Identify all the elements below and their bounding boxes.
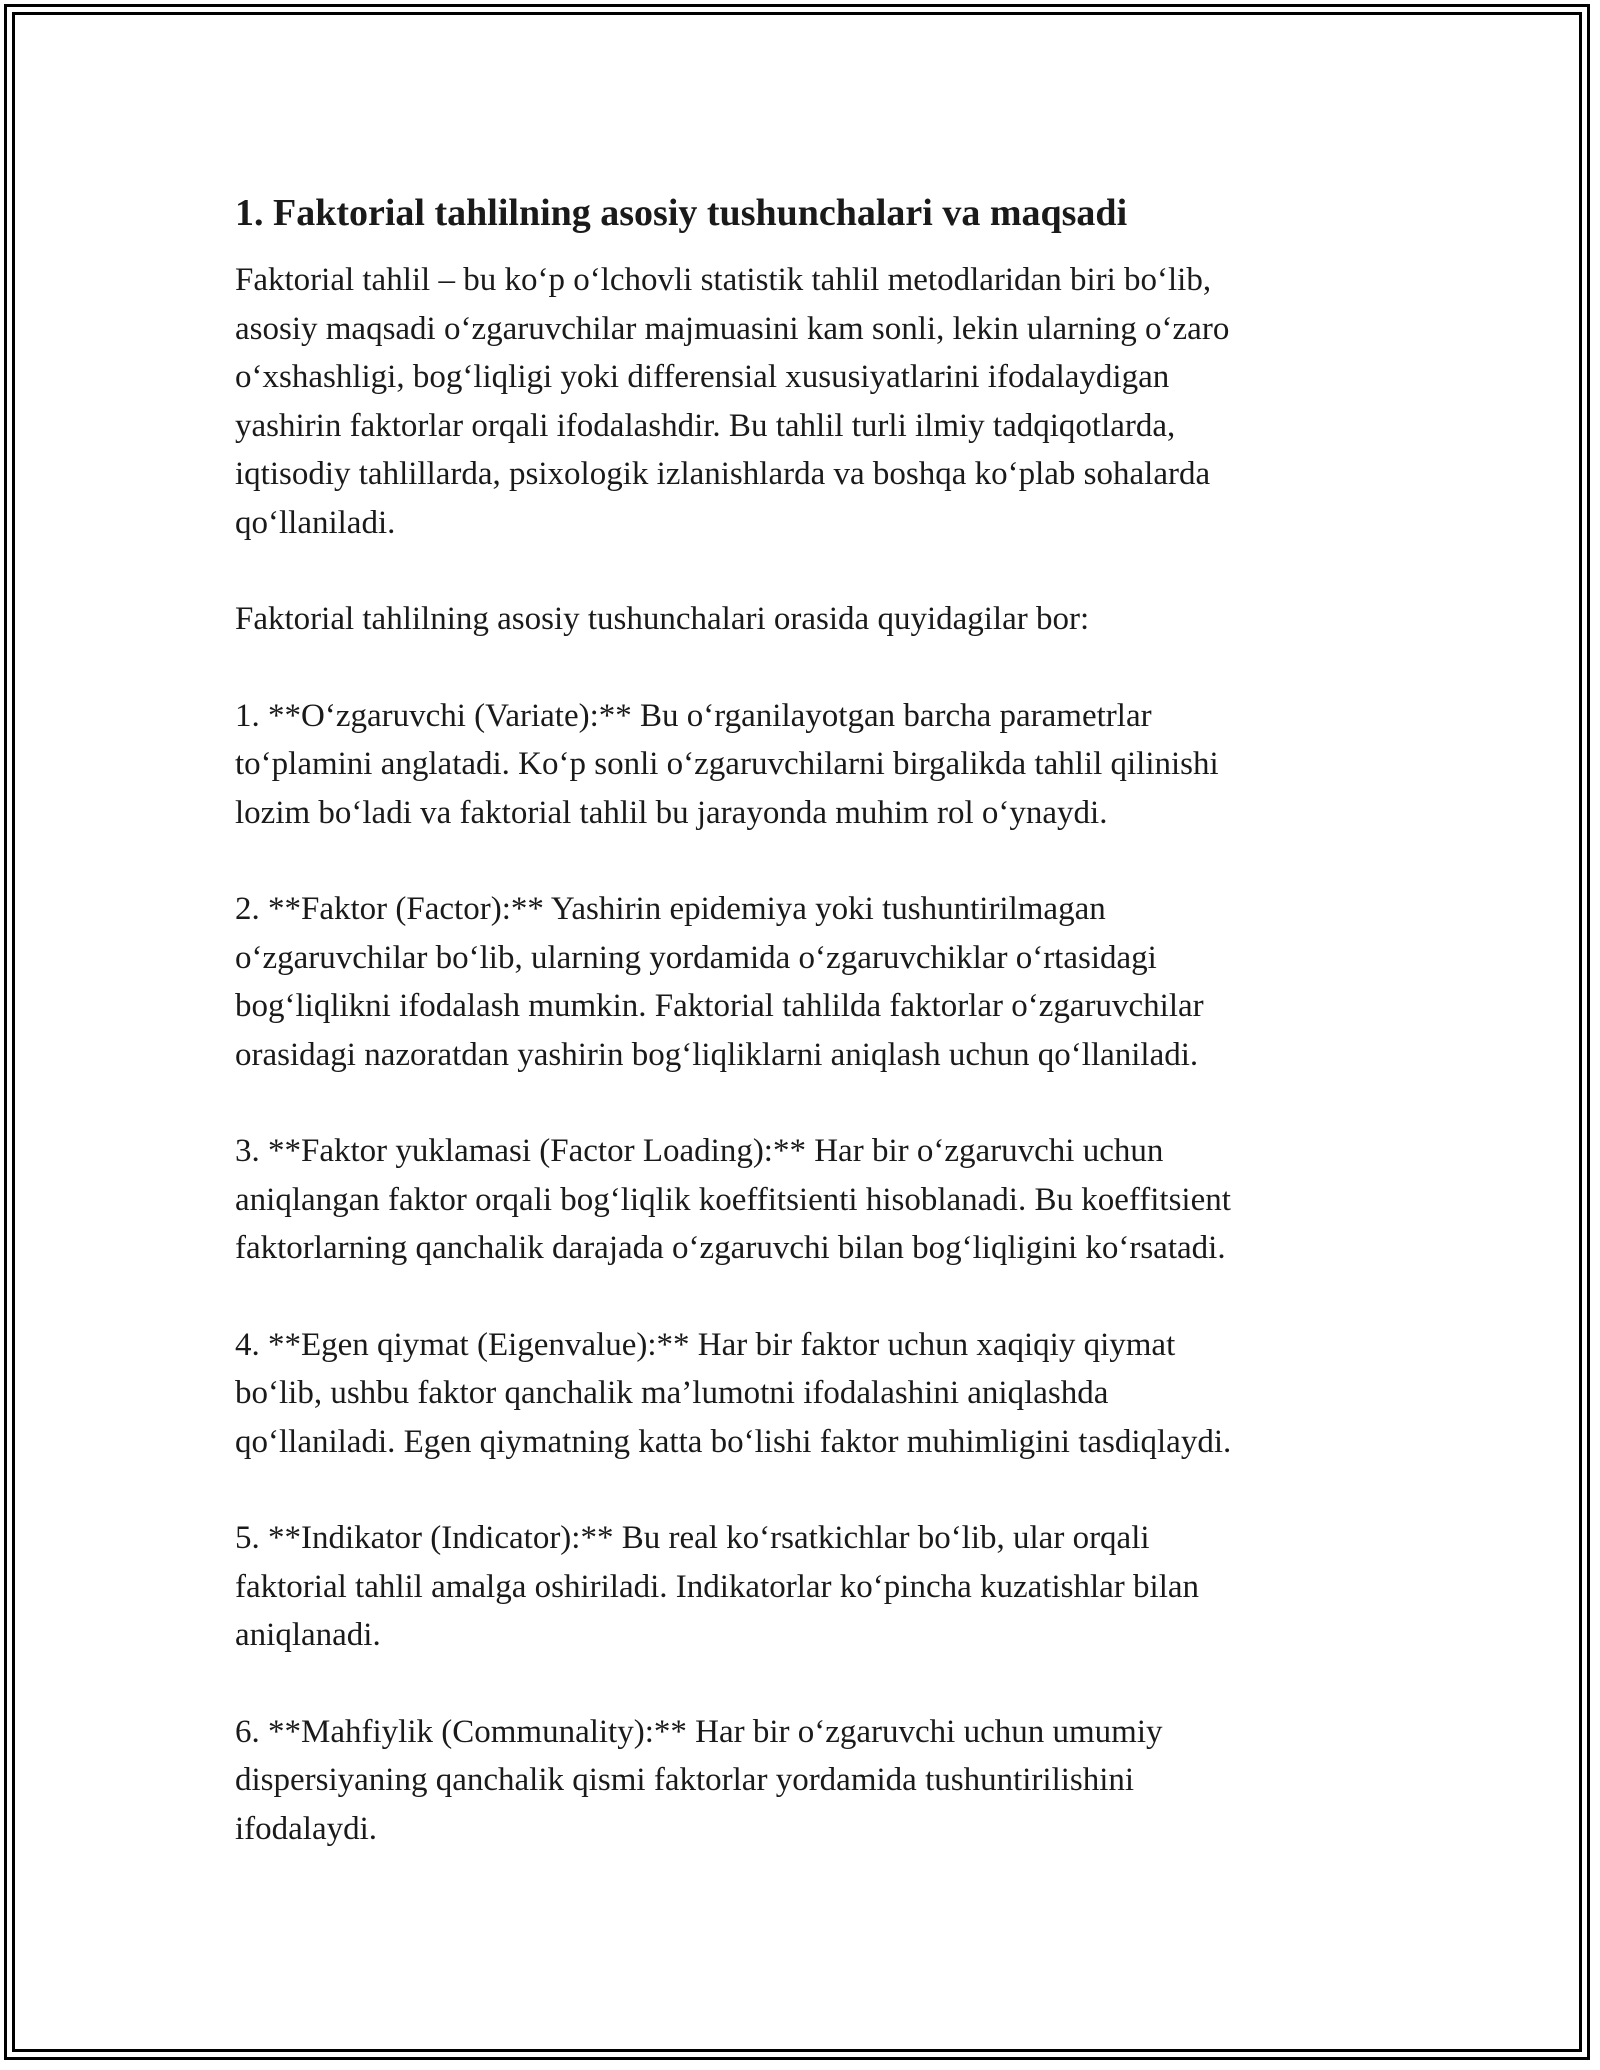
intro-line: iqtisodiy tahlillarda, psixologik izlanishlarda va boshqa ko‘plab sohalarda <box>235 456 1211 492</box>
list-item-variate <box>235 692 1355 838</box>
list-item-line: 4. **Egen qiymat (Eigenvalue):** Har bir faktor uchun xaqiqiy qiymat <box>235 1326 1176 1363</box>
lead-paragraph: Faktorial tahlilning asosiy tushunchalari orasida quyidagilar bor: <box>235 601 1090 637</box>
list-item-line: 2. **Faktor (Factor):** Yashirin epidemiya yoki tushuntirilmagan <box>235 891 1106 927</box>
intro-line: Faktorial tahlil – bu ko‘p o‘lchovli statistik tahlil metodlaridan biri bo‘lib, <box>235 262 1212 298</box>
list-item-line: qo‘llaniladi. Egen qiymatning katta bo‘lishi faktor muhimligini tasdiqlaydi. <box>235 1423 1232 1460</box>
list-item-factor <box>235 885 1355 1079</box>
list-item-line: faktorial tahlil amalga oshiriladi. Indikatorlar ko‘pincha kuzatishlar bilan <box>235 1568 1200 1605</box>
intro-line: yashirin faktorlar orqali ifodalashdir. Bu tahlil turli ilmiy tadqiqotlarda, <box>235 407 1176 444</box>
intro-paragraph <box>235 256 1355 547</box>
list-item-line: aniqlanadi. <box>235 1617 381 1653</box>
list-item-factor-loading <box>235 1127 1355 1273</box>
list-item-communality <box>235 1708 1355 1854</box>
list-item-line: bog‘liqlikni ifodalash mumkin. Faktorial tahlilda faktorlar o‘zgaruvchilar <box>235 988 1204 1024</box>
document-body <box>235 186 1355 1853</box>
list-item-line: 3. **Faktor yuklamasi (Factor Loading):** Har bir o‘zgaruvchi uchun <box>235 1133 1164 1169</box>
list-item-line: orasidagi nazoratdan yashirin bog‘liqliklarni aniqlash uchun qo‘llaniladi. <box>235 1036 1199 1073</box>
list-item-line: 1. **O‘zgaruvchi (Variate):** Bu o‘rganilayotgan barcha parametrlar <box>235 697 1152 734</box>
list-item-line: 5. **Indikator (Indicator):** Bu real ko‘rsatkichlar bo‘lib, ular orqali <box>235 1520 1150 1556</box>
list-item-line: lozim bo‘ladi va faktorial tahlil bu jarayonda muhim rol o‘ynaydi. <box>235 794 1108 831</box>
section-title: 1. Faktorial tahlilning asosiy tushunchalari va maqsadi <box>235 192 1128 234</box>
list-item-line: to‘plamini anglatadi. Ko‘p sonli o‘zgaruvchilarni birgalikda tahlil qilinishi <box>235 746 1219 782</box>
list-item-line: ifodalaydi. <box>235 1810 378 1847</box>
intro-line: qo‘llaniladi. <box>235 504 396 541</box>
list-item-line: o‘zgaruvchilar bo‘lib, ularning yordamida o‘zgaruvchiklar o‘rtasidagi <box>235 939 1157 976</box>
list-item-line: bo‘lib, ushbu faktor qanchalik ma’lumotni ifodalashini aniqlashda <box>235 1375 1109 1411</box>
list-item-eigenvalue <box>235 1321 1355 1467</box>
intro-line: o‘xshashligi, bog‘liqligi yoki differensial xususiyatlarini ifodalaydigan <box>235 359 1170 395</box>
list-item-line: dispersiyaning qanchalik qismi faktorlar yordamida tushuntirilishini <box>235 1762 1135 1798</box>
list-item-line: faktorlarning qanchalik darajada o‘zgaruvchi bilan bog‘liqligini ko‘rsatadi. <box>235 1230 1226 1266</box>
list-item-indicator <box>235 1514 1355 1660</box>
list-item-line: 6. **Mahfiylik (Communality):** Har bir o‘zgaruvchi uchun umumiy <box>235 1713 1163 1750</box>
list-item-line: aniqlangan faktor orqali bog‘liqlik koeffitsienti hisoblanadi. Bu koeffitsient <box>235 1181 1231 1218</box>
intro-line: asosiy maqsadi o‘zgaruvchilar majmuasini kam sonli, lekin ularning o‘zaro <box>235 310 1230 347</box>
